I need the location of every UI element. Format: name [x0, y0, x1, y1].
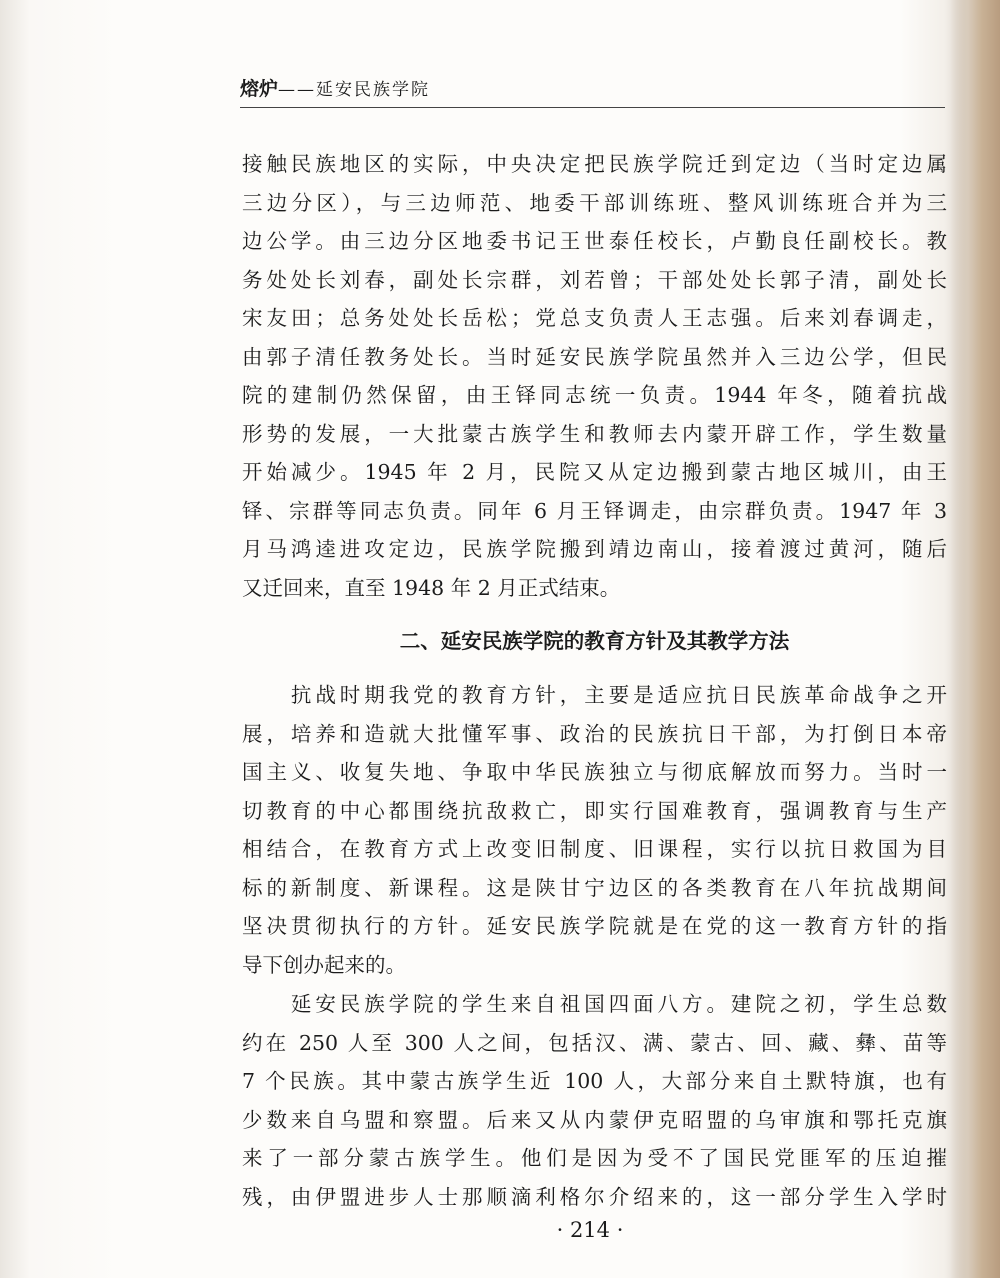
text-line: 约在 250 人至 300 人之间，包括汉、满、蒙古、回、藏、彝、苗等: [242, 1030, 947, 1055]
text-line: 铎、宗群等同志负责。同年 6 月王铎调走，由宗群负责。1947 年 3: [242, 498, 947, 523]
text-line: 又迁回来，直至 1948 年 2 月正式结束。: [242, 575, 621, 600]
text-line: 标的新制度、新课程。这是陕甘宁边区的各类教育在八年抗战期间: [242, 875, 947, 900]
text-line: 切教育的中心都围绕抗敌救亡，即实行国难教育，强调教育与生产: [242, 798, 947, 823]
text-line: 导下创办起来的。: [242, 952, 406, 977]
text-line: 开始减少。1945 年 2 月，民院又从定边搬到蒙古地区城川，由王: [242, 460, 947, 484]
running-header-title: 熔炉: [240, 78, 279, 100]
text-line: 来了一部分蒙古族学生。他们是因为受不了国民党匪军的压迫摧: [242, 1146, 947, 1170]
running-header-subtitle: ——延安民族学院: [278, 80, 431, 100]
header-rule: [240, 107, 945, 108]
text-line: 少数来自乌盟和察盟。后来又从内蒙伊克昭盟的乌审旗和鄂托克旗: [242, 1107, 947, 1132]
text-line: 务处处长刘春，副处长宗群，刘若曾；干部处处长郭子清，副处长: [242, 267, 947, 292]
running-header: [240, 76, 945, 106]
paragraph-1: [242, 145, 947, 607]
text-line: 由郭子清任教务处长。当时延安民族学院虽然并入三边公学，但民: [242, 344, 947, 369]
text-line: 形势的发展，一大批蒙古族学生和教师去内蒙开辟工作，学生数量: [242, 421, 947, 446]
text-line: 7 个民族。其中蒙古族学生近 100 人，大部分来自土默特旗，也有: [242, 1069, 947, 1093]
text-line: 抗战时期我党的教育方针，主要是适应抗日民族革命战争之开: [242, 683, 947, 707]
running-header-text: [240, 76, 430, 103]
text-line: 延安民族学院的学生来自祖国四面八方。建院之初，学生总数: [242, 992, 947, 1016]
section-heading: 二、延安民族学院的教育方针及其教学方法: [399, 629, 790, 653]
page-number: · 214 ·: [556, 1218, 624, 1242]
text-line: 接触民族地区的实际，中央决定把民族学院迁到定边（当时定边属: [242, 152, 947, 176]
text-line: 院的建制仍然保留，由王铎同志统一负责。1944 年冬，随着抗战: [242, 383, 947, 407]
text-line: 三边分区），与三边师范、地委干部训练班、整风训练班合并为三: [242, 190, 947, 215]
text-line: 月马鸿逵进攻定边，民族学院搬到靖边南山，接着渡过黄河，随后: [242, 537, 947, 561]
paragraph-2: [242, 676, 947, 984]
book-spine-shadow: [950, 0, 1000, 1278]
paragraph-3: [242, 985, 947, 1216]
text-line: 国主义、收复失地、争取中华民族独立与彻底解放而努力。当时一: [242, 760, 947, 784]
text-line: 相结合，在教育方式上改变旧制度、旧课程，实行以抗日救国为目: [242, 837, 947, 861]
text-line: 边公学。由三边分区地委书记王世泰任校长，卢勤良任副校长。教: [242, 229, 947, 253]
text-line: 宋友田；总务处处长岳松；党总支负责人王志强。后来刘春调走，: [242, 306, 947, 330]
text-line: 残，由伊盟进步人士那顺滴利格尔介绍来的，这一部分学生入学时: [242, 1184, 947, 1209]
text-line: 展，培养和造就大批懂军事、政治的民族抗日干部，为打倒日本帝: [242, 721, 947, 746]
text-line: 坚决贯彻执行的方针。延安民族学院就是在党的这一教育方针的指: [242, 914, 947, 938]
